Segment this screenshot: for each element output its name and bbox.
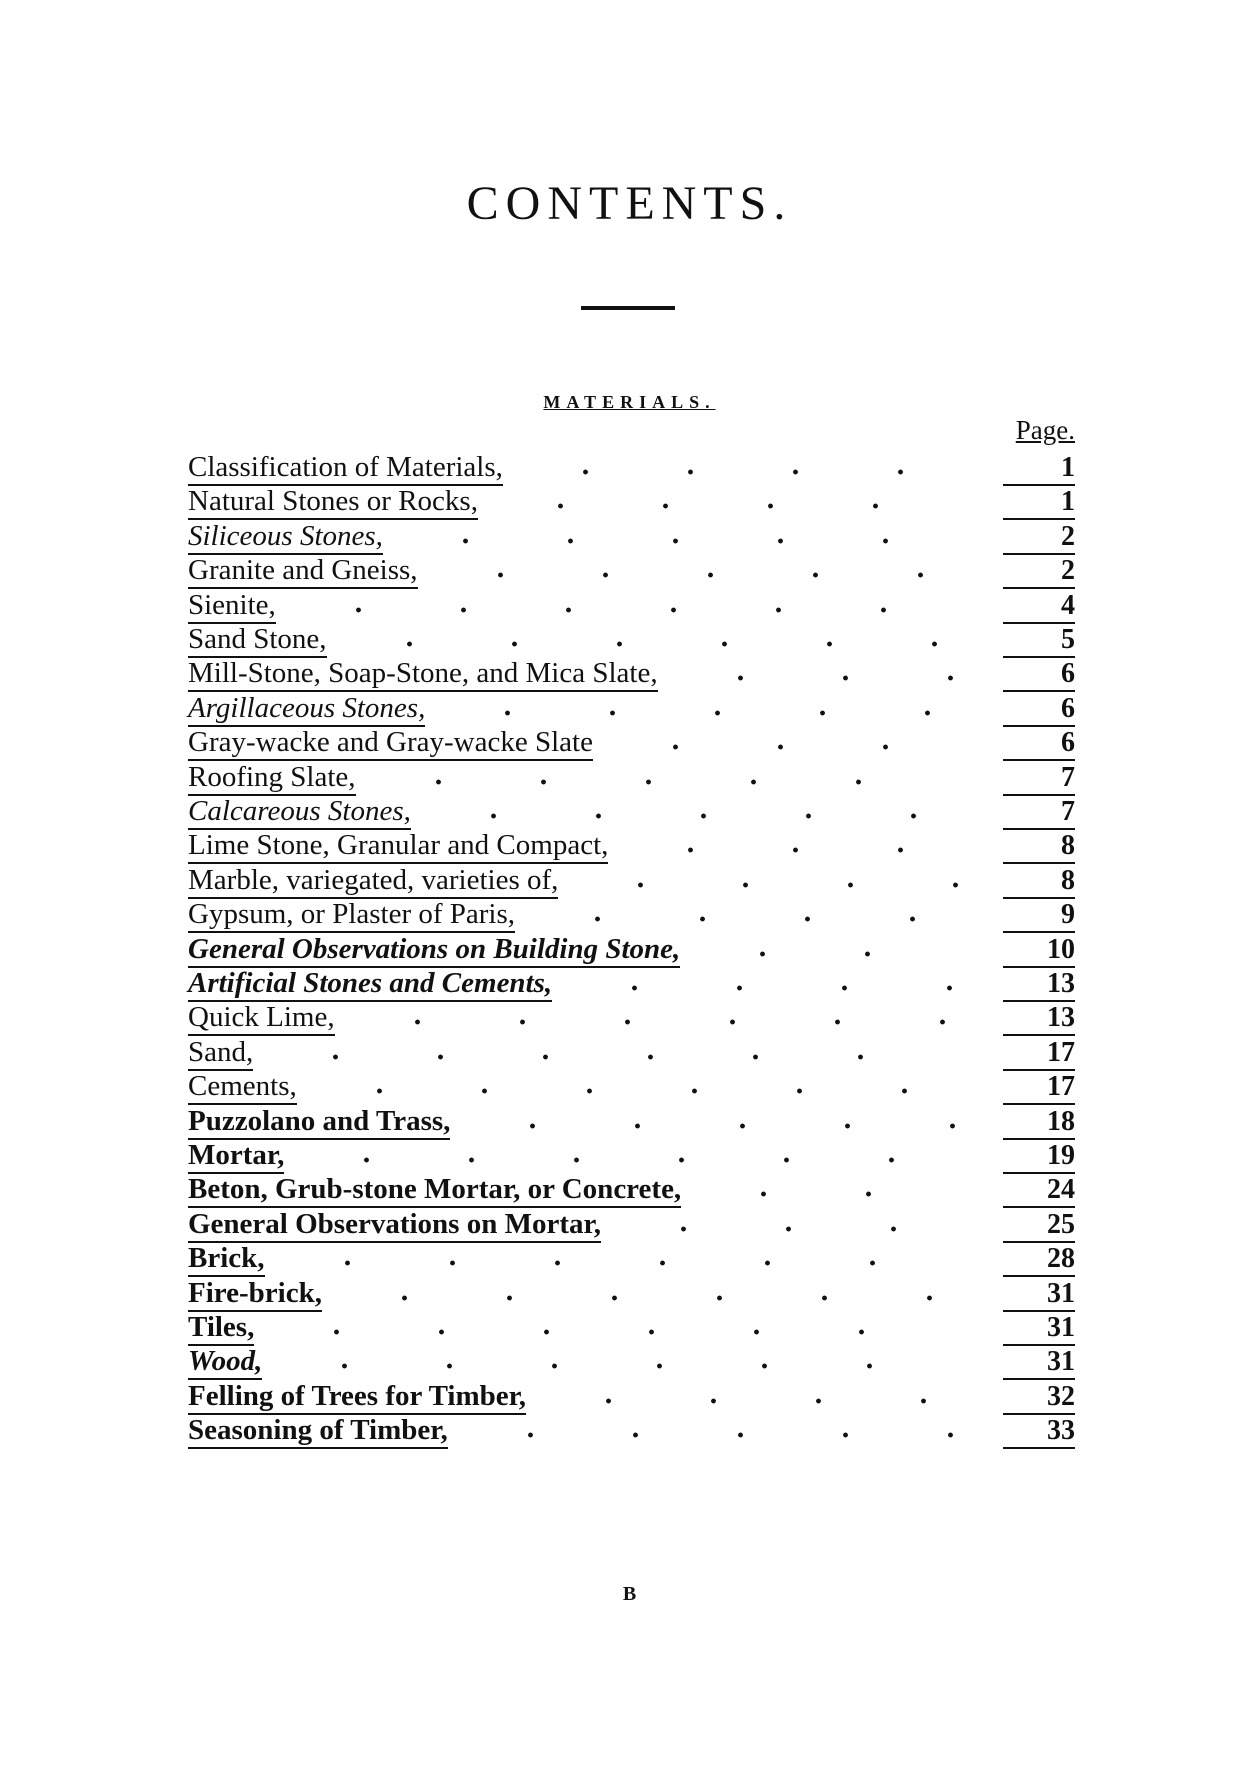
entry-title: Mill-Stone, Soap-Stone, and Mica Slate,	[188, 657, 658, 692]
leader-dots	[283, 1054, 960, 1060]
page-column-label: Page.	[1015, 415, 1075, 445]
leader-dots	[711, 1191, 960, 1197]
entry-title: Fire-brick,	[188, 1277, 322, 1312]
entry-page-number: 28	[1003, 1242, 1075, 1277]
entry-page-number: 24	[1003, 1173, 1075, 1208]
entry-page-number: 31	[1003, 1345, 1075, 1380]
page-title: CONTENTS.	[466, 177, 793, 230]
contents-entry	[0, 518, 1259, 557]
entry-page-number: 7	[1003, 795, 1075, 830]
contents-entry	[0, 1137, 1259, 1176]
entry-title: Granite and Gneiss,	[188, 554, 418, 589]
entry-title: Sand Stone,	[188, 623, 327, 658]
contents-entry	[0, 621, 1259, 660]
contents-entry	[0, 759, 1259, 798]
entry-title: Gypsum, or Plaster of Paris,	[188, 898, 515, 933]
entry-title: Beton, Grub-stone Mortar, or Concrete,	[188, 1173, 681, 1208]
entry-title: Natural Stones or Rocks,	[188, 485, 478, 520]
entry-title: Quick Lime,	[188, 1001, 335, 1036]
entry-page-number: 13	[1003, 967, 1075, 1002]
contents-entry	[0, 827, 1259, 866]
leader-dots	[533, 469, 960, 475]
contents-entry	[0, 1275, 1259, 1314]
entry-page-number: 4	[1003, 589, 1075, 624]
contents-entry	[0, 1206, 1259, 1245]
entry-title: Artificial Stones and Cements,	[188, 967, 552, 1002]
entry-page-number: 8	[1003, 829, 1075, 864]
leader-dots	[631, 1226, 960, 1232]
contents-entry	[0, 483, 1259, 522]
entry-page-number: 7	[1003, 761, 1075, 796]
entry-title: Tiles,	[188, 1311, 254, 1346]
contents-entry	[0, 1103, 1259, 1142]
contents-entry	[0, 690, 1259, 729]
entry-title: Sand,	[188, 1036, 253, 1071]
leader-dots	[638, 847, 960, 853]
entry-page-number: 5	[1003, 623, 1075, 658]
leader-dots	[284, 1329, 960, 1335]
entry-page-number: 17	[1003, 1036, 1075, 1071]
contents-entry	[0, 1412, 1259, 1451]
entry-title: Seasoning of Timber,	[188, 1414, 448, 1449]
leader-dots	[556, 1398, 960, 1404]
leader-dots	[292, 1363, 960, 1369]
contents-entry	[0, 655, 1259, 694]
contents-entry	[0, 965, 1259, 1004]
entry-title: Mortar,	[188, 1139, 284, 1174]
leader-dots	[352, 1295, 960, 1301]
entry-title: Gray-wacke and Gray-wacke Slate	[188, 726, 593, 761]
leader-dots	[478, 1432, 960, 1438]
leader-dots	[327, 1088, 960, 1094]
leader-dots	[448, 572, 960, 578]
leader-dots	[441, 813, 960, 819]
leader-dots	[357, 641, 960, 647]
contents-entry	[0, 1240, 1259, 1279]
contents-entry	[0, 931, 1259, 970]
entry-page-number: 19	[1003, 1139, 1075, 1174]
entry-title: Argillaceous Stones,	[188, 692, 425, 727]
entry-title: Calcareous Stones,	[188, 795, 411, 830]
contents-entry	[0, 587, 1259, 626]
leader-dots	[306, 607, 960, 613]
contents-entry	[0, 449, 1259, 488]
entry-page-number: 13	[1003, 1001, 1075, 1036]
entry-title: Cements,	[188, 1070, 297, 1105]
leader-dots	[582, 985, 960, 991]
contents-entry	[0, 1171, 1259, 1210]
leader-dots	[710, 951, 960, 957]
entry-title: Brick,	[188, 1242, 265, 1277]
title-rule	[581, 306, 675, 310]
contents-entry	[0, 1378, 1259, 1417]
entry-page-number: 32	[1003, 1380, 1075, 1415]
entry-title: Siliceous Stones,	[188, 520, 383, 555]
entry-page-number: 6	[1003, 692, 1075, 727]
leader-dots	[508, 503, 960, 509]
entry-page-number: 10	[1003, 933, 1075, 968]
entry-page-number: 6	[1003, 726, 1075, 761]
contents-entry	[0, 862, 1259, 901]
leader-dots	[480, 1123, 960, 1129]
entry-title: Marble, variegated, varieties of,	[188, 864, 558, 899]
entry-page-number: 31	[1003, 1277, 1075, 1312]
entry-page-number: 8	[1003, 864, 1075, 899]
leader-dots	[623, 744, 960, 750]
entry-title: Felling of Trees for Timber,	[188, 1380, 526, 1415]
leader-dots	[413, 538, 960, 544]
entry-page-number: 17	[1003, 1070, 1075, 1105]
contents-entry	[0, 999, 1259, 1038]
contents-entry	[0, 793, 1259, 832]
entry-title: General Observations on Building Stone,	[188, 933, 680, 968]
entry-title: Roofing Slate,	[188, 761, 356, 796]
entry-page-number: 6	[1003, 657, 1075, 692]
contents-entry	[0, 1034, 1259, 1073]
entry-title: Classification of Materials,	[188, 451, 503, 486]
contents-entry	[0, 896, 1259, 935]
entry-page-number: 9	[1003, 898, 1075, 933]
entry-title: Puzzolano and Trass,	[188, 1105, 450, 1140]
entry-page-number: 2	[1003, 554, 1075, 589]
leader-dots	[386, 779, 960, 785]
leader-dots	[295, 1260, 960, 1266]
entry-title: Lime Stone, Granular and Compact,	[188, 829, 608, 864]
leader-dots	[314, 1157, 960, 1163]
entry-page-number: 1	[1003, 485, 1075, 520]
entry-page-number: 33	[1003, 1414, 1075, 1449]
entry-title: General Observations on Mortar,	[188, 1208, 601, 1243]
entry-page-number: 1	[1003, 451, 1075, 486]
leader-dots	[588, 882, 960, 888]
leader-dots	[688, 675, 960, 681]
entry-page-number: 18	[1003, 1105, 1075, 1140]
leader-dots	[545, 916, 960, 922]
entry-page-number: 31	[1003, 1311, 1075, 1346]
entry-title: Wood,	[188, 1345, 262, 1380]
entry-page-number: 2	[1003, 520, 1075, 555]
entry-title: Sienite,	[188, 589, 276, 624]
leader-dots	[455, 710, 960, 716]
section-heading: MATERIALS.	[543, 392, 716, 412]
contents-entry	[0, 1343, 1259, 1382]
leader-dots	[365, 1019, 960, 1025]
contents-entry	[0, 724, 1259, 763]
contents-entry	[0, 552, 1259, 591]
contents-entry	[0, 1309, 1259, 1348]
signature-mark: B	[622, 1583, 637, 1605]
entry-page-number: 25	[1003, 1208, 1075, 1243]
contents-entry	[0, 1068, 1259, 1107]
